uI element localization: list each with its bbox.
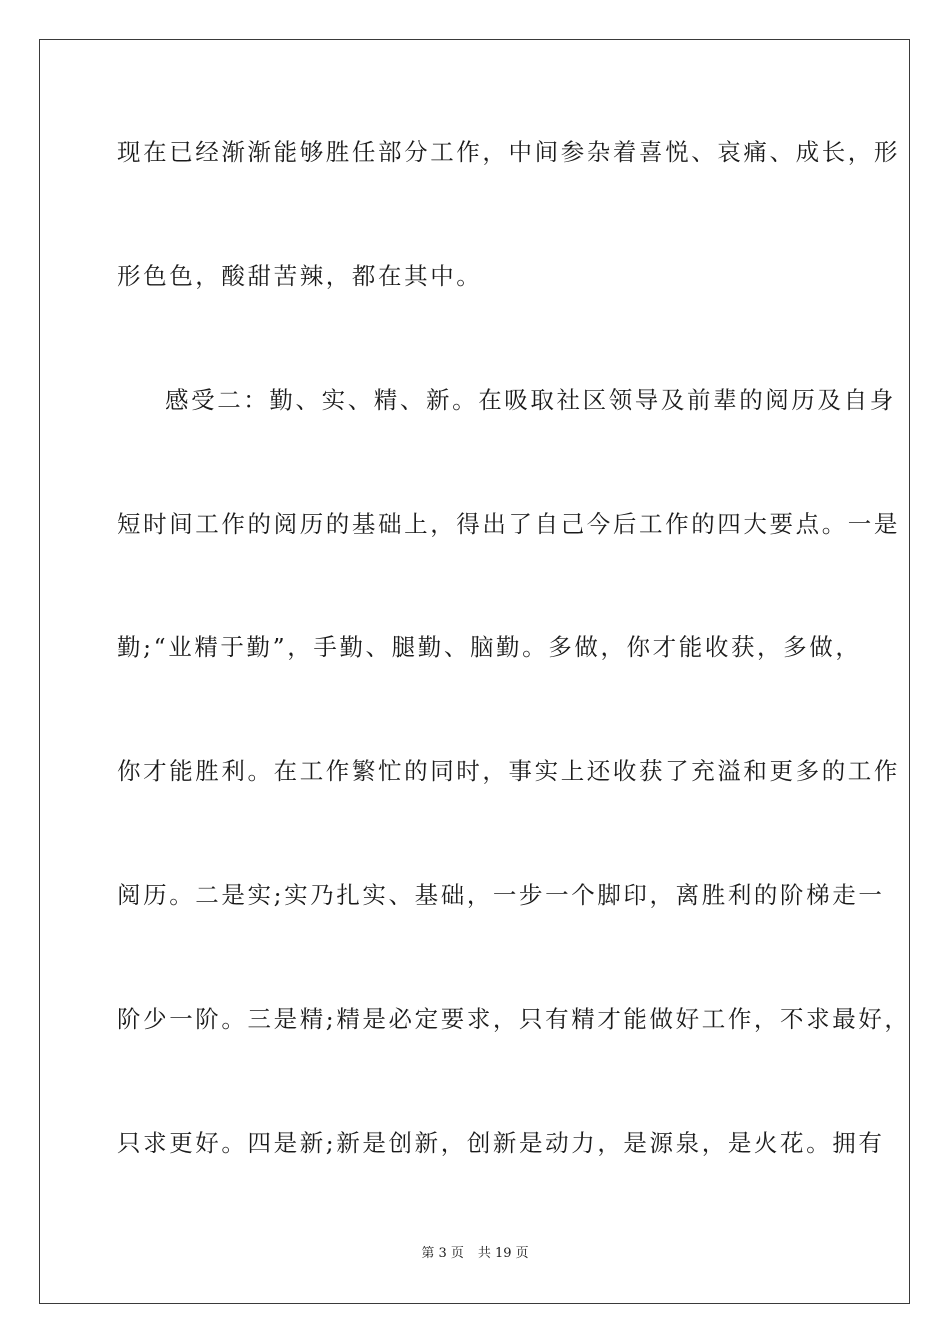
- body-text-line: 短时间工作的阅历的基础上，得出了自己今后工作的四大要点。一是: [117, 510, 900, 538]
- page-border: [39, 39, 910, 1304]
- body-text-line: 只求更好。四是新;新是创新，创新是动力，是源泉，是火花。拥有: [117, 1129, 885, 1157]
- body-text-line: 阅历。二是实;实乃扎实、基础，一步一个脚印，离胜利的阶梯走一: [117, 881, 885, 909]
- body-text-line: 现在已经渐渐能够胜任部分工作，中间参杂着喜悦、哀痛、成长，形: [117, 138, 900, 166]
- body-text-line: 你才能胜利。在工作繁忙的同时，事实上还收获了充溢和更多的工作: [117, 757, 900, 785]
- body-text-line: 阶少一阶。三是精;精是必定要求，只有精才能做好工作，不求最好，: [117, 1005, 911, 1033]
- paragraph-first-line: 感受二：勤、实、精、新。在吸取社区领导及前辈的阅历及自身: [165, 386, 896, 414]
- body-text-line: 勤;“业精于勤”，手勤、腿勤、脑勤。多做，你才能收获，多做，: [117, 633, 862, 661]
- body-text-line: 形色色，酸甜苦辣，都在其中。: [117, 262, 483, 290]
- page-footer: [0, 1245, 950, 1263]
- total-pages: 共 19 页: [477, 1246, 529, 1261]
- page-number: 第 3 页: [421, 1246, 464, 1261]
